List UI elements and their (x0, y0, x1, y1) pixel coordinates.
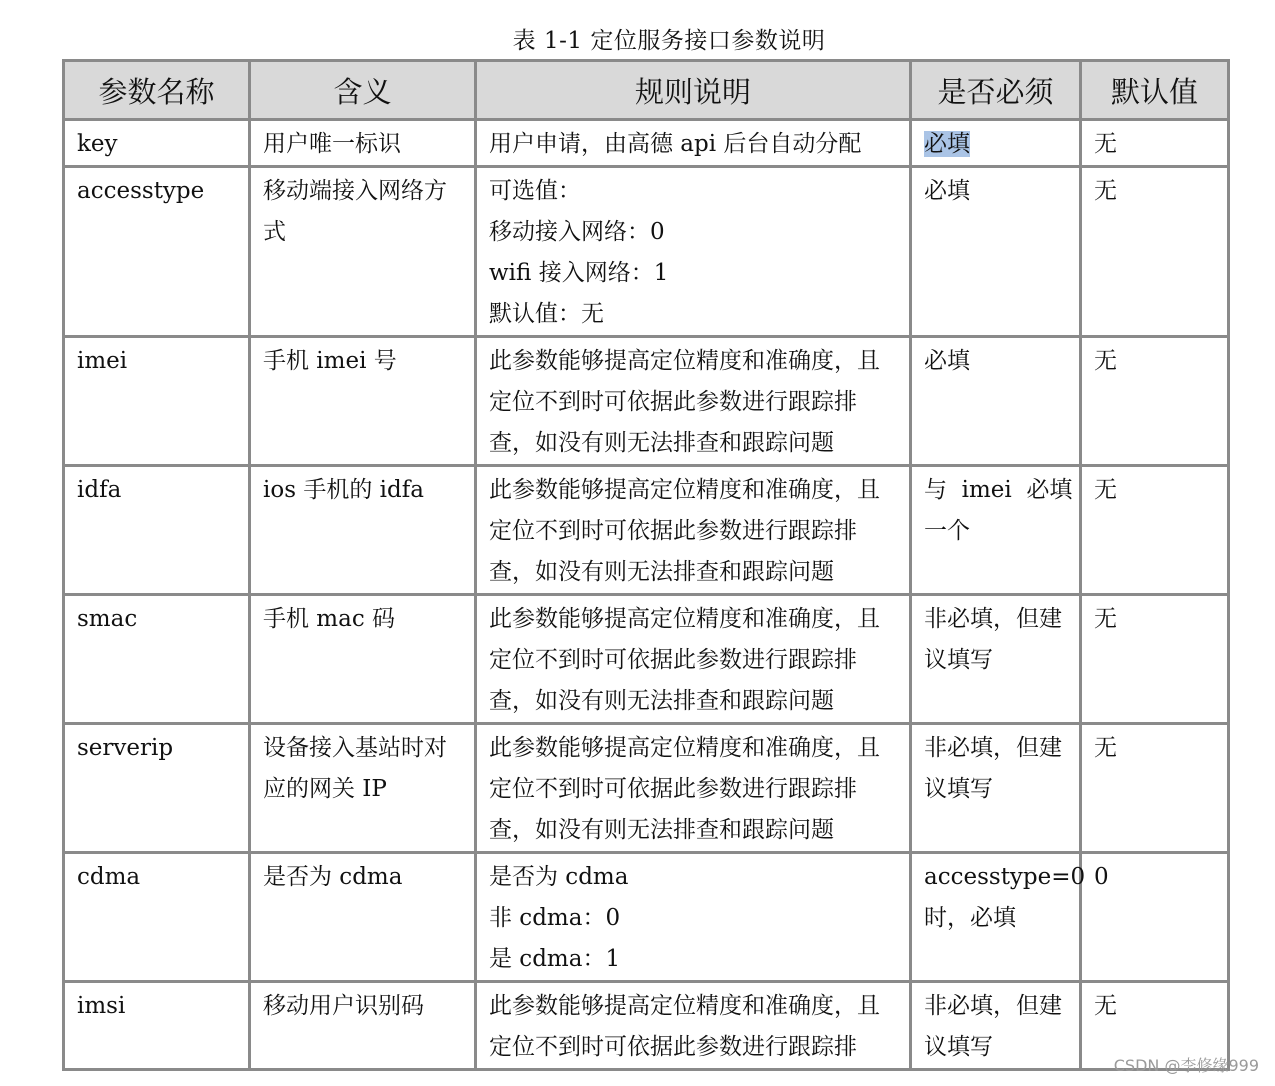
default-cell (1081, 724, 1229, 853)
param-name-cell (64, 466, 250, 595)
rule-text: 默认值：无 (489, 301, 604, 327)
default-text: 无 (1094, 606, 1117, 632)
param-name-cell (64, 595, 250, 724)
default-text: 无 (1094, 131, 1117, 157)
param-name: imsi (77, 993, 126, 1019)
required-cell (911, 982, 1081, 1070)
header-rule: 规则说明 (476, 61, 911, 120)
rule-text: 定位不到时可依据此参数进行跟踪排 (489, 389, 857, 415)
required-cell (911, 167, 1081, 337)
rule-text: 查，如没有则无法排查和跟踪问题 (489, 688, 834, 714)
rule-text: 非 cdma：0 (489, 905, 621, 931)
required-cell (911, 120, 1081, 167)
table-row (64, 337, 1229, 466)
param-name-cell (64, 724, 250, 853)
rule-cell (476, 337, 911, 466)
meaning-cell (250, 466, 476, 595)
header-default: 默认值 (1081, 61, 1229, 120)
param-name: imei (77, 348, 128, 374)
rule-text: 定位不到时可依据此参数进行跟踪排 (489, 1034, 857, 1060)
rule-text: 查，如没有则无法排查和跟踪问题 (489, 559, 834, 585)
table-row (64, 853, 1229, 982)
meaning-text: 移动端接入网络方 (263, 178, 447, 204)
rule-text: 移动接入网络：0 (489, 219, 665, 245)
rule-cell (476, 853, 911, 982)
default-text: 无 (1094, 178, 1117, 204)
param-name: smac (77, 606, 138, 632)
default-text: 0 (1094, 864, 1109, 890)
required-text: 非必填，但建 (924, 606, 1062, 632)
meaning-cell (250, 337, 476, 466)
param-name: accesstype (77, 178, 205, 204)
rule-cell (476, 167, 911, 337)
table-header-row (64, 61, 1229, 120)
default-text: 无 (1094, 477, 1117, 503)
required-cell (911, 466, 1081, 595)
rule-text: 用户申请，由高德 api 后台自动分配 (489, 131, 862, 157)
meaning-text: 设备接入基站时对 (263, 735, 447, 761)
meaning-cell (250, 167, 476, 337)
rule-text: 可选值： (489, 178, 581, 204)
required-text: 非必填，但建 (924, 993, 1062, 1019)
param-name-cell (64, 982, 250, 1070)
table-row (64, 167, 1229, 337)
table-row (64, 120, 1229, 167)
rule-text: 是 cdma：1 (489, 946, 621, 972)
rule-cell (476, 120, 911, 167)
required-text: 与 imei 必填 (924, 477, 1073, 503)
rule-text: 此参数能够提高定位精度和准确度，且 (489, 735, 880, 761)
meaning-cell (250, 853, 476, 982)
rule-text: 定位不到时可依据此参数进行跟踪排 (489, 776, 857, 802)
table-row (64, 466, 1229, 595)
default-text: 无 (1094, 993, 1117, 1019)
param-name: idfa (77, 477, 122, 503)
table-row (64, 724, 1229, 853)
rule-text: 此参数能够提高定位精度和准确度，且 (489, 348, 880, 374)
param-name-cell (64, 120, 250, 167)
default-cell (1081, 853, 1229, 982)
meaning-text: 式 (263, 219, 286, 245)
meaning-cell (250, 120, 476, 167)
rule-cell (476, 466, 911, 595)
meaning-cell (250, 724, 476, 853)
default-cell (1081, 120, 1229, 167)
default-text: 无 (1094, 735, 1117, 761)
param-name: cdma (77, 864, 141, 890)
default-cell (1081, 337, 1229, 466)
required-text: 必填 (924, 348, 970, 374)
meaning-text: 手机 mac 码 (263, 606, 396, 632)
rule-text: 定位不到时可依据此参数进行跟踪排 (489, 647, 857, 673)
required-text: 议填写 (924, 647, 993, 673)
rule-cell (476, 982, 911, 1070)
required-cell (911, 853, 1086, 982)
parameter-table (62, 59, 1230, 1071)
param-name-cell (64, 853, 250, 982)
meaning-text: 手机 imei 号 (263, 348, 397, 374)
required-cell (911, 595, 1081, 724)
rule-text: 查，如没有则无法排查和跟踪问题 (489, 430, 834, 456)
required-text: 必填 (924, 178, 970, 204)
meaning-text: 是否为 cdma (263, 864, 403, 890)
param-name-cell (64, 337, 250, 466)
required-text: 议填写 (924, 776, 993, 802)
required-text-selected[interactable]: 必填 (924, 131, 970, 157)
header-meaning: 含义 (250, 61, 476, 120)
rule-text: wifi 接入网络：1 (489, 260, 669, 286)
required-text: 时，必填 (924, 905, 1016, 931)
table-row (64, 982, 1229, 1070)
param-name: key (77, 131, 118, 157)
default-text: 无 (1094, 348, 1117, 374)
required-text: accesstype=0 (924, 864, 1086, 890)
meaning-cell (250, 982, 476, 1070)
header-required: 是否必须 (911, 61, 1081, 120)
default-cell (1081, 466, 1229, 595)
rule-text: 定位不到时可依据此参数进行跟踪排 (489, 518, 857, 544)
meaning-text: ios 手机的 idfa (263, 477, 424, 503)
table-row (64, 595, 1229, 724)
required-text: 一个 (924, 518, 970, 544)
rule-cell (476, 724, 911, 853)
meaning-text: 移动用户识别码 (263, 993, 424, 1019)
meaning-cell (250, 595, 476, 724)
rule-cell (476, 595, 911, 724)
default-cell (1081, 167, 1229, 337)
required-text: 议填写 (924, 1034, 993, 1060)
meaning-text: 应的网关 IP (263, 776, 387, 802)
param-name-cell (64, 167, 250, 337)
header-param-name: 参数名称 (64, 61, 250, 120)
required-text: 非必填，但建 (924, 735, 1062, 761)
rule-text: 此参数能够提高定位精度和准确度，且 (489, 477, 880, 503)
rule-text: 查，如没有则无法排查和跟踪问题 (489, 817, 834, 843)
table-caption: 表 1-1 定位服务接口参数说明 (512, 28, 826, 54)
required-cell (911, 724, 1081, 853)
rule-text: 此参数能够提高定位精度和准确度，且 (489, 993, 880, 1019)
default-cell (1081, 595, 1229, 724)
meaning-text: 用户唯一标识 (263, 131, 401, 157)
rule-text: 是否为 cdma (489, 864, 629, 890)
rule-text: 此参数能够提高定位精度和准确度，且 (489, 606, 880, 632)
required-cell (911, 337, 1081, 466)
csdn-watermark: CSDN @李修缘999 (1113, 1056, 1259, 1075)
param-name: serverip (77, 735, 174, 761)
